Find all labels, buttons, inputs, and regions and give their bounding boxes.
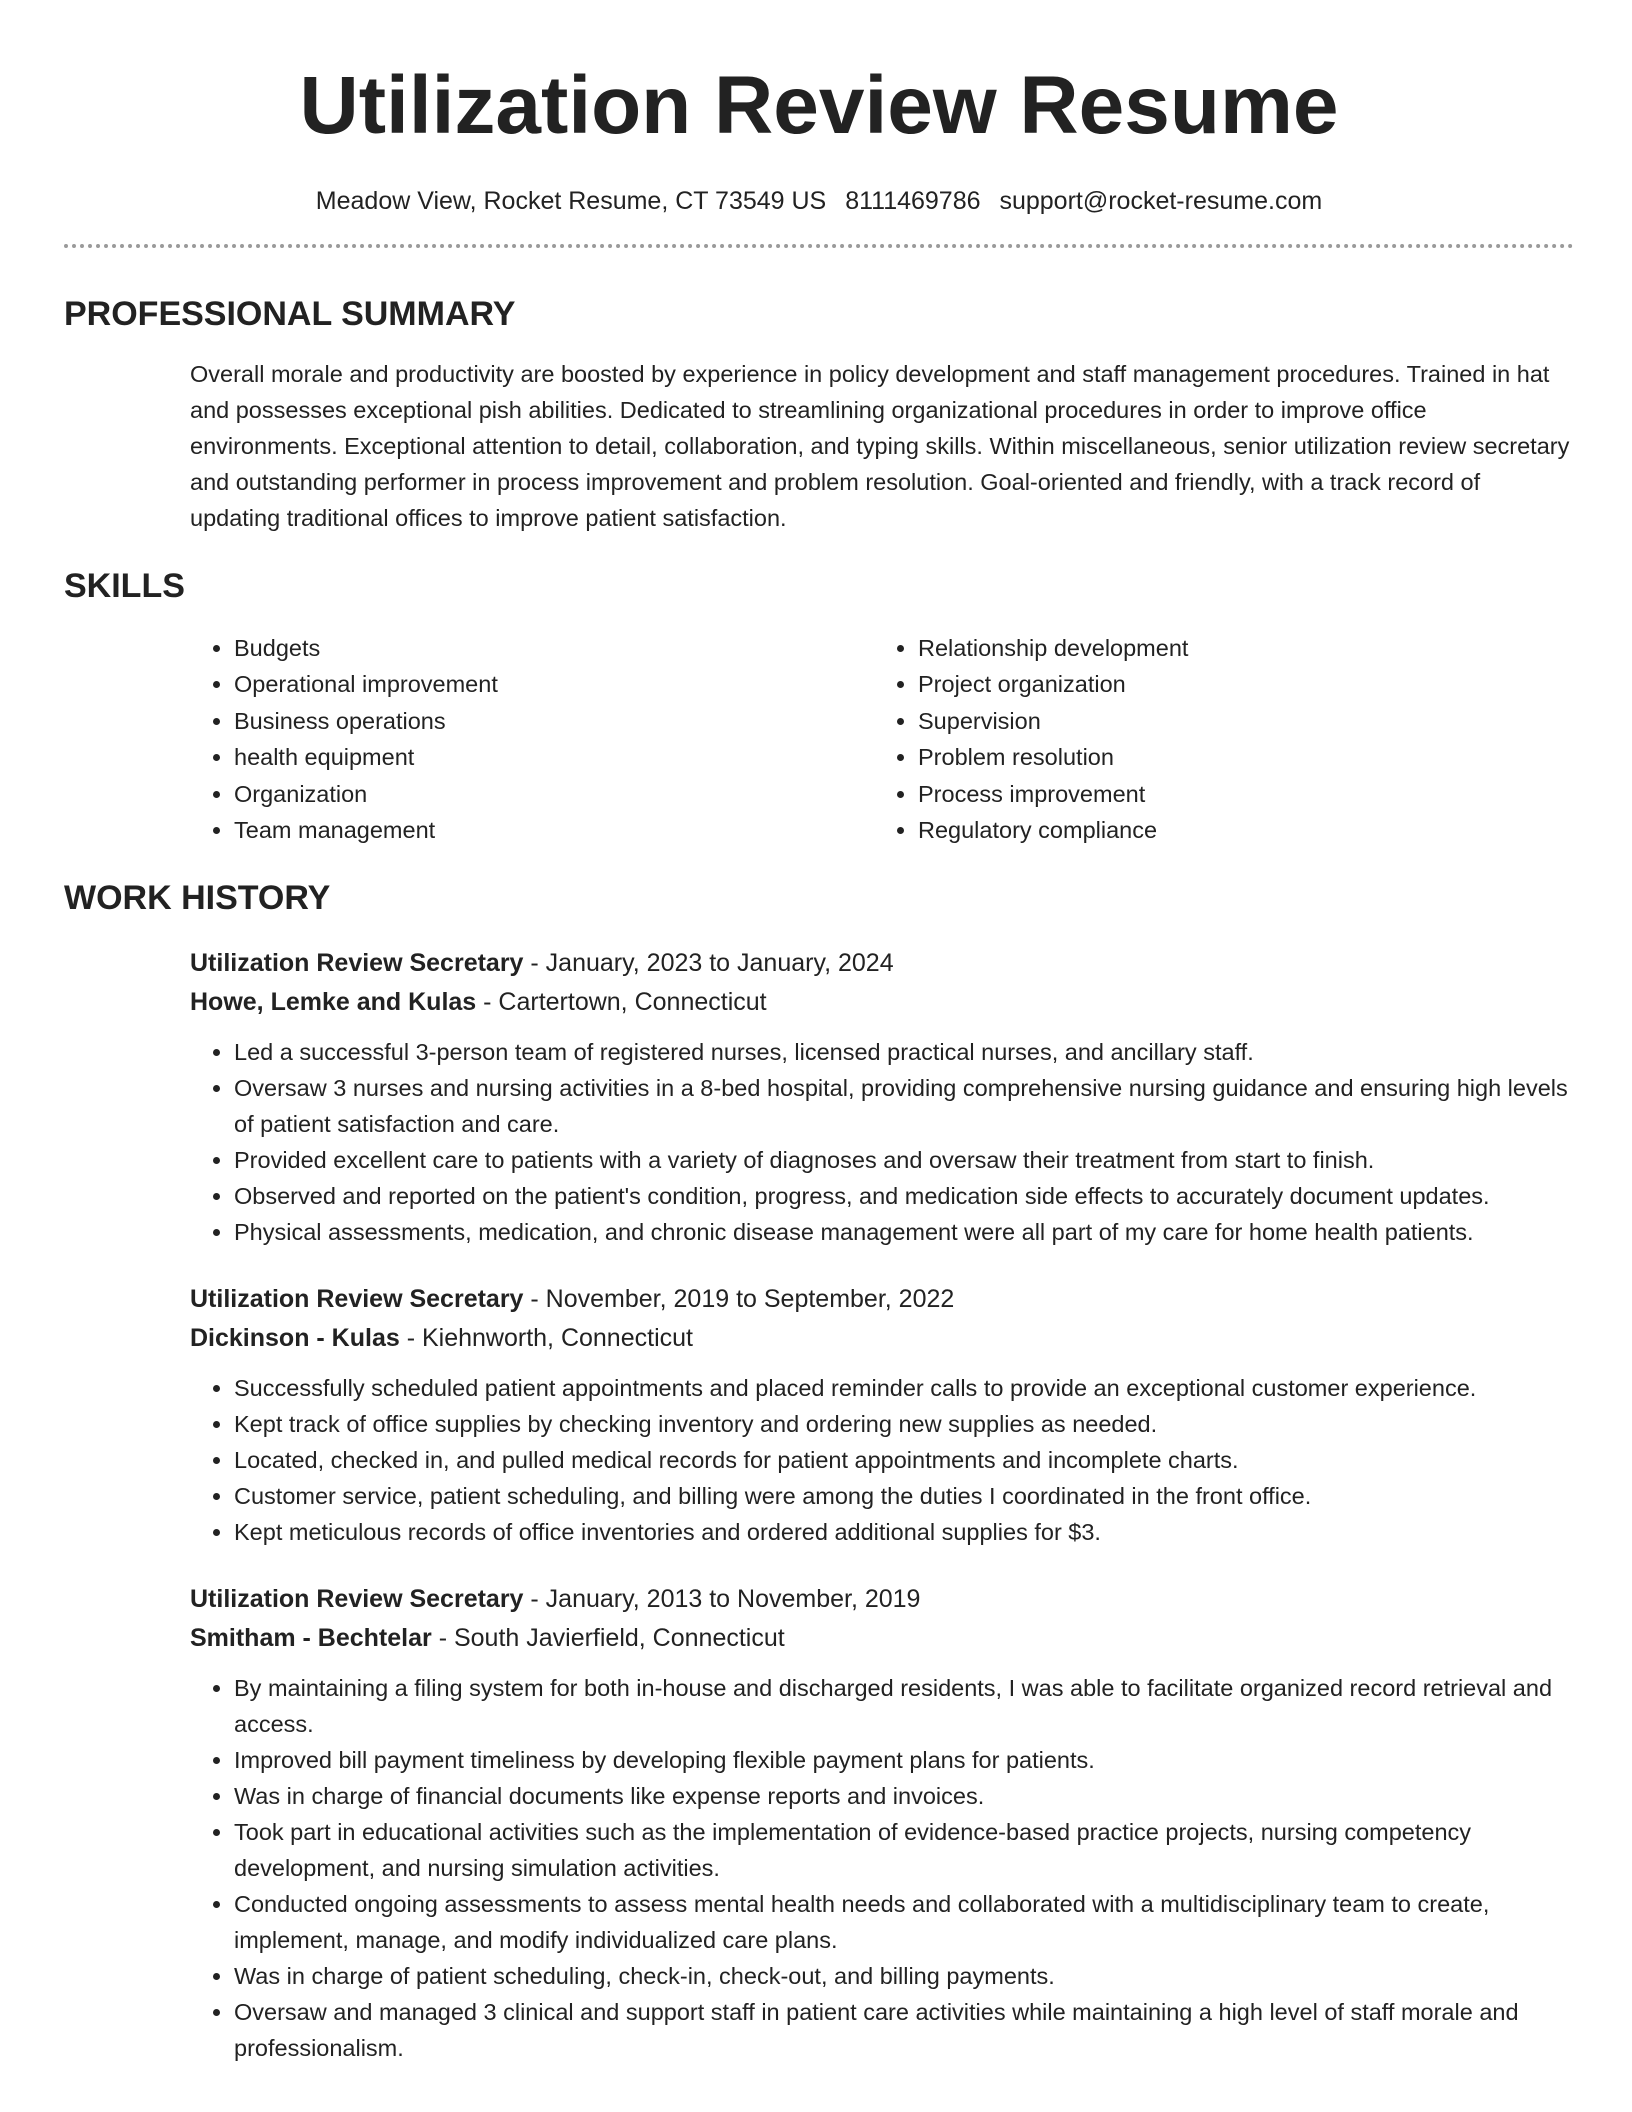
job-company-line (190, 983, 1574, 1022)
duty-item: • Oversaw 3 nurses and nursing activities in a 8-bed hospital, providing comprehensive nursing guidance and ensuring high levels of patient satisfaction and care. (234, 1070, 1574, 1142)
summary-text: Overall morale and productivity are boosted by experience in policy development and staff management procedures. Trained in hat and possesses exceptional pish abilities. Dedicated to streamlining organizational procedures in order to improve office environments. Exceptional attention to detail, collaboration, and typing skills. Within miscellaneous, senior utilization review secretary and outstanding performer in process improvement and problem resolution. Goal-oriented and friendly, with a track record of updating traditional offices to improve patient satisfaction. (190, 361, 1570, 531)
duty-item: • Provided excellent care to patients with a variety of diagnoses and oversaw their treatment from start to finish. (234, 1142, 1574, 1178)
duty-item: • Led a successful 3-person team of registered nurses, licensed practical nurses, and ancillary staff. (234, 1034, 1574, 1070)
summary-heading: PROFESSIONAL SUMMARY (64, 295, 516, 333)
skills-heading: SKILLS (64, 567, 185, 605)
skill-item: • Relationship development (918, 630, 1558, 666)
skill-item: • health equipment (234, 739, 874, 775)
job-company: Dickinson - Kulas (190, 1324, 400, 1353)
job-title: Utilization Review Secretary (190, 1285, 524, 1314)
skill-item: • Process improvement (918, 776, 1558, 812)
job-company-line (190, 1319, 1574, 1358)
job-entry (190, 1280, 1574, 1550)
job-title-line (190, 1580, 1574, 1619)
duty-item: • Conducted ongoing assessments to assess mental health needs and collaborated with a multidisciplinary team to create, implement, manage, and modify individualized care plans. (234, 1886, 1574, 1958)
skill-item: • Operational improvement (234, 666, 874, 702)
duty-item: • Oversaw and managed 3 clinical and support staff in patient care activities while maintaining a high level of staff morale and professionalism. (234, 1994, 1574, 2066)
header-divider (64, 244, 1574, 248)
duty-item: • Was in charge of financial documents like expense reports and invoices. (234, 1778, 1574, 1814)
job-duties (190, 1034, 1574, 1250)
skill-item: • Project organization (918, 666, 1558, 702)
job-dates: - November, 2019 to September, 2022 (523, 1285, 955, 1314)
contact-email: support@rocket-resume.com (999, 187, 1323, 215)
work-history-heading: WORK HISTORY (64, 879, 331, 918)
duty-item: • Improved bill payment timeliness by developing flexible payment plans for patients. (234, 1742, 1574, 1778)
skill-item: • Organization (234, 776, 874, 812)
contact-line (64, 184, 1574, 218)
duty-item: • Customer service, patient scheduling, and billing were among the duties I coordinated in the front office. (234, 1478, 1574, 1514)
job-entry (190, 944, 1574, 1250)
duty-item: • Kept meticulous records of office inventories and ordered additional supplies for $3. (234, 1514, 1574, 1550)
duty-item: • Took part in educational activities such as the implementation of evidence-based practice projects, nursing competency development, and nursing simulation activities. (234, 1814, 1574, 1886)
job-company: Howe, Lemke and Kulas (190, 988, 477, 1017)
duty-item: • Kept track of office supplies by checking inventory and ordering new supplies as needed. (234, 1406, 1574, 1442)
duty-item: • Located, checked in, and pulled medical records for patient appointments and incomplete charts. (234, 1442, 1574, 1478)
job-title-line (190, 1280, 1574, 1319)
job-title: Utilization Review Secretary (190, 1585, 524, 1614)
skills-list (190, 630, 1574, 848)
job-location: - Cartertown, Connecticut (476, 988, 767, 1017)
job-duties (190, 1370, 1574, 1550)
job-entry (190, 1580, 1574, 2066)
job-location: - Kiehnworth, Connecticut (399, 1324, 693, 1353)
skill-item: • Regulatory compliance (918, 812, 1558, 848)
job-duties (190, 1670, 1574, 2066)
duty-item: • Observed and reported on the patient's condition, progress, and medication side effects to accurately document updates. (234, 1178, 1574, 1214)
contact-address: Meadow View, Rocket Resume, CT 73549 US (315, 187, 827, 215)
skill-item: • Team management (234, 812, 874, 848)
job-title: Utilization Review Secretary (190, 949, 524, 978)
duty-item: • Successfully scheduled patient appointments and placed reminder calls to provide an exceptional customer experience. (234, 1370, 1574, 1406)
job-company-line (190, 1619, 1574, 1658)
duty-item: • Physical assessments, medication, and chronic disease management were all part of my care for home health patients. (234, 1214, 1574, 1250)
resume-page (64, 0, 1574, 2066)
skill-item: • Problem resolution (918, 739, 1558, 775)
job-location: - South Javierfield, Connecticut (431, 1624, 785, 1653)
duty-item: • Was in charge of patient scheduling, check-in, check-out, and billing payments. (234, 1958, 1574, 1994)
job-dates: - January, 2013 to November, 2019 (523, 1585, 921, 1614)
resume-title: Utilization Review Resume (299, 60, 1339, 151)
skill-item: • Supervision (918, 703, 1558, 739)
skills-column-right (874, 630, 1558, 848)
skill-item: • Budgets (234, 630, 874, 666)
skill-item: • Business operations (234, 703, 874, 739)
job-dates: - January, 2023 to January, 2024 (523, 949, 894, 978)
duty-item: • By maintaining a filing system for both in-house and discharged residents, I was able to facilitate organized record retrieval and access. (234, 1670, 1574, 1742)
skills-column-left (190, 630, 874, 848)
job-title-line (190, 944, 1574, 983)
job-company: Smitham - Bechtelar (190, 1624, 432, 1653)
contact-phone: 8111469786 (845, 187, 981, 215)
